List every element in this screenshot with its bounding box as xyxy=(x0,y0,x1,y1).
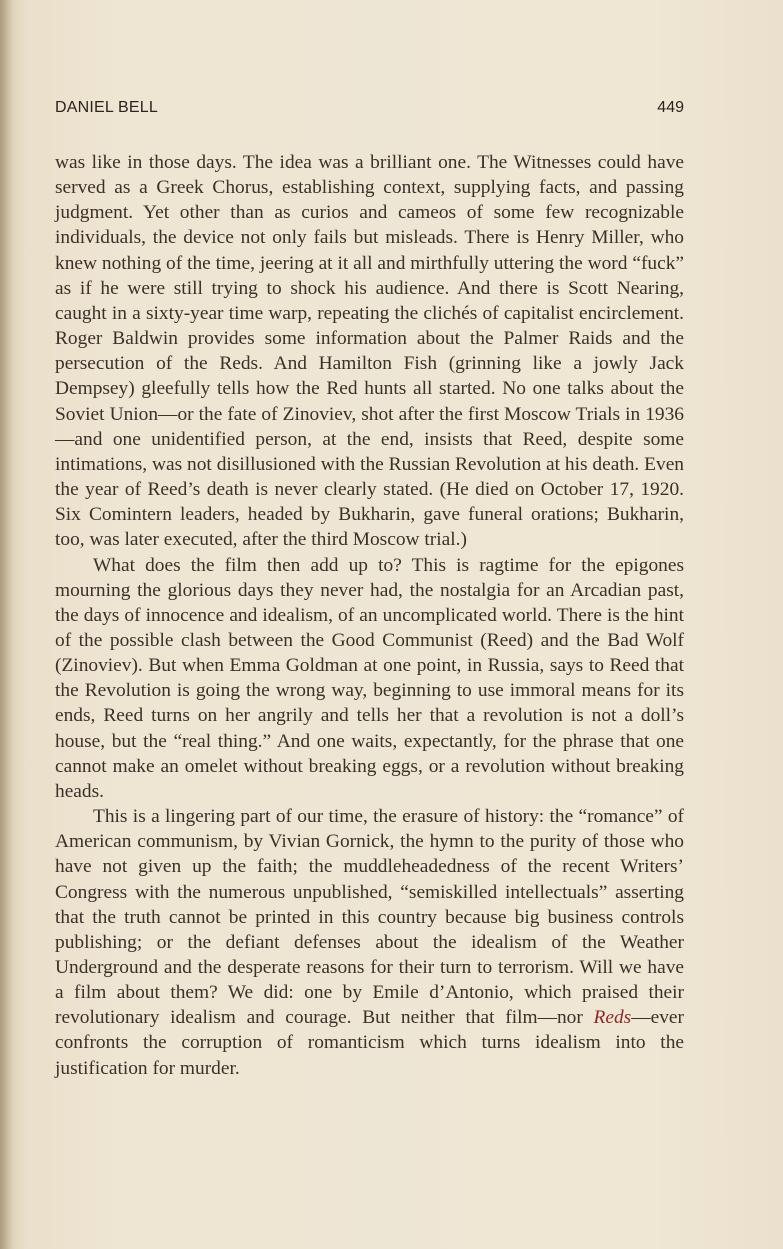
body-text xyxy=(55,150,684,1081)
running-head xyxy=(55,99,684,123)
paragraph-2: What does the film then add up to? This is ragtime for the epigones mourning the glorious days they never had, the nostalgia for an Arcadian past, the days of innocence and idealism, of an uncomplicated world. There is the hint of the possible clash between the Good Communist (Reed) and the Bad Wolf (Zinoviev). But when Emma Goldman at one point, in Russia, says to Reed that the Revolution is going the wrong way, beginning to use immoral means for its ends, Reed turns on her angrily and tells her that a revolution is not a doll’s house, but the “real thing.” And one waits, expectantly, for the phrase that one cannot make an omelet without breaking eggs, or a revolution without breaking heads. xyxy=(55,554,684,802)
paragraph-1: was like in those days. The idea was a brilliant one. The Witnesses could have served as a Greek Chorus, establishing context, supplying facts, and passing judgment. Yet other than as curios and cameos of some few recognizable individuals, the device not only fails but misleads. There is Henry Miller, who knew nothing of the time, jeering at it all and mirthfully uttering the word “fuck” as if he were still trying to shock his audience. And there is Scott Nearing, caught in a sixty-year time warp, repeating the clichés of capitalist encirclement. Roger Baldwin provides some information about the Palmer Raids and the persecution of the Reds. And Hamilton Fish (grinning like a jowly Jack Dempsey) gleefully tells how the Red hunts all started. No one talks about the Soviet Union—or the fate of Zinoviev, shot after the first Moscow Trials in 1936—and one unidentified person, at the end, insists that Reed, despite some intimations, was not disillusioned with the Russian Revolution at his death. Even the year of Reed’s death is never clearly stated. (He died on October 17, 1920. Six Comintern leaders, headed by Bukharin, gave funeral orations; Bukharin, too, was later executed, after the third Moscow trial.) xyxy=(55,152,684,551)
spine-shadow xyxy=(0,0,14,1249)
running-head-author: DANIEL BELL xyxy=(55,99,158,116)
paragraph-3 xyxy=(55,804,684,1081)
film-title-italic: Reds xyxy=(593,1007,632,1029)
paragraph-3-text-before: This is a lingering part of our time, the erasure of history: the “romance” of American communism, by Vivian Gornick, the hymn to the purity of those who have not given up the faith; the muddleheadedness of the recent Writers’ Congress with the numerous unpublished, “semiskilled intellectuals” asserting that the truth cannot be printed in this country because big business controls publishing; or the defiant defenses about the idealism of the Weather Underground and the desperate reasons for their turn to terrorism. Will we have a film about them? We did: one by Emile d’Antonio, which praised their revolutionary idealism and courage. But neither that film—nor xyxy=(55,806,684,1029)
page-number: 449 xyxy=(657,99,684,116)
paragraph-3-text-after: —ever confronts the corruption of romanticism which turns idealism into the justification for murder. xyxy=(55,1007,684,1079)
